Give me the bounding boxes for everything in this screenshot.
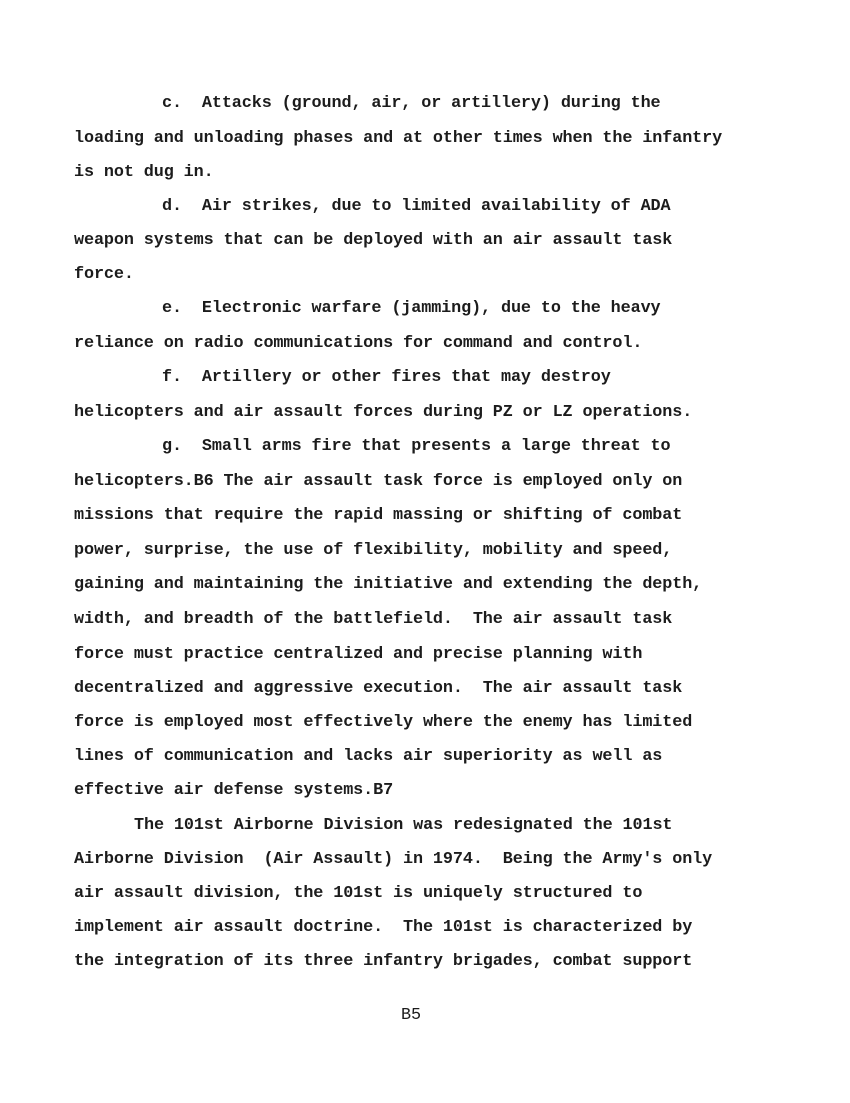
text-line: decentralized and aggressive execution. The air assault task: [74, 679, 683, 698]
paragraph-start: The 101st Airborne Division was redesignated the 101st: [134, 816, 673, 835]
list-item-g: g. Small arms fire that presents a large threat to: [162, 437, 671, 456]
text-line: is not dug in.: [74, 163, 214, 182]
text-line: effective air defense systems.B7: [74, 781, 394, 800]
text-line: width, and breadth of the battlefield. The air assault task: [74, 610, 673, 629]
list-item-c: c. Attacks (ground, air, or artillery) during the: [162, 94, 661, 113]
text-line: Airborne Division (Air Assault) in 1974. Being the Army's only: [74, 850, 713, 869]
text-line: helicopters and air assault forces during PZ or LZ operations.: [74, 403, 693, 422]
text-line: missions that require the rapid massing or shifting of combat: [74, 506, 683, 525]
page-number: B5: [401, 1006, 421, 1025]
text-line: reliance on radio communications for command and control.: [74, 334, 643, 353]
text-line: power, surprise, the use of flexibility, mobility and speed,: [74, 541, 673, 560]
list-item-f: f. Artillery or other fires that may destroy: [162, 368, 611, 387]
text-line: the integration of its three infantry brigades, combat support: [74, 952, 693, 971]
text-line: air assault division, the 101st is uniquely structured to: [74, 884, 643, 903]
text-line: force.: [74, 265, 134, 284]
text-line: force must practice centralized and precise planning with: [74, 645, 643, 664]
text-line: loading and unloading phases and at other times when the infantry: [74, 129, 723, 148]
text-line: gaining and maintaining the initiative and extending the depth,: [74, 575, 703, 594]
list-item-e: e. Electronic warfare (jamming), due to the heavy: [162, 299, 661, 318]
text-line: helicopters.B6 The air assault task force is employed only on: [74, 472, 683, 491]
text-line: force is employed most effectively where the enemy has limited: [74, 713, 693, 732]
text-line: lines of communication and lacks air superiority as well as: [74, 747, 663, 766]
text-line: weapon systems that can be deployed with an air assault task: [74, 231, 673, 250]
text-line: implement air assault doctrine. The 101st is characterized by: [74, 918, 693, 937]
list-item-d: d. Air strikes, due to limited availability of ADA: [162, 197, 671, 216]
